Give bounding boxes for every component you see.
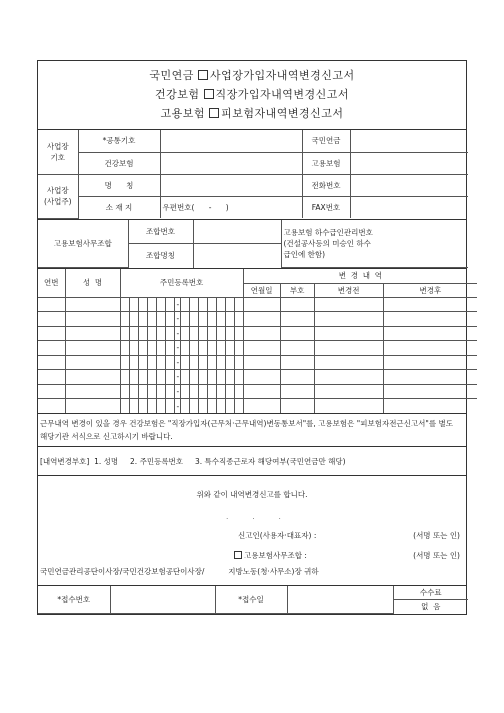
id-digit-cell[interactable] (216, 355, 225, 370)
table-row (38, 355, 477, 370)
change-date-cell[interactable] (243, 355, 280, 370)
table-row (38, 370, 477, 385)
id-digit-cell[interactable] (234, 384, 243, 399)
pension-label: 국민연금 (302, 130, 350, 152)
change-after-cell[interactable] (383, 326, 477, 341)
reporter-sign[interactable]: (서명 또는 인) (413, 531, 460, 540)
id-digit-cell[interactable] (189, 355, 198, 370)
id-digit-cell[interactable] (165, 355, 174, 370)
id-digit-cell[interactable] (147, 355, 156, 370)
id-digit-cell[interactable] (147, 384, 156, 399)
id-digit-cell[interactable] (138, 399, 147, 414)
id-digit-cell[interactable] (198, 399, 207, 414)
change-before-cell[interactable] (314, 341, 383, 356)
table-row (38, 326, 477, 341)
id-digit-cell[interactable] (156, 341, 165, 356)
title-form-name: 사업장가입자내역변경신고서 (209, 69, 355, 82)
change-code-cell[interactable] (280, 312, 314, 327)
change-after-cell[interactable] (383, 297, 477, 312)
col-id-header: 주민등록번호 (120, 269, 243, 297)
common-code-label: *공통기호 (78, 130, 160, 152)
union-name-field[interactable] (193, 244, 281, 268)
id-digit-cell[interactable] (138, 341, 147, 356)
change-date-cell[interactable] (243, 399, 280, 414)
row-name-cell[interactable] (65, 312, 120, 327)
change-before-cell[interactable] (314, 355, 383, 370)
receipt-date-label: *접수일 (215, 586, 287, 613)
id-digit-cell[interactable] (120, 384, 129, 399)
id-digit-cell[interactable] (189, 370, 198, 385)
union-number-field[interactable] (193, 220, 281, 244)
fee-value: 없 음 (393, 600, 468, 614)
col-code-header: 부호 (280, 283, 314, 297)
id-digit-cell[interactable] (198, 326, 207, 341)
row-name-cell[interactable] (65, 355, 120, 370)
name-label: 명 칭 (78, 174, 160, 196)
change-before-cell[interactable] (314, 312, 383, 327)
change-date-cell[interactable] (243, 370, 280, 385)
row-no-cell[interactable] (38, 355, 65, 370)
id-digit-cell[interactable] (225, 326, 234, 341)
id-dash-cell: - (174, 326, 180, 341)
id-digit-cell[interactable] (207, 312, 216, 327)
id-digit-cell[interactable] (165, 312, 174, 327)
id-digit-cell[interactable] (180, 312, 189, 327)
id-digit-cell[interactable] (207, 326, 216, 341)
reporter-label: 신고인(사용자·대표자) : (238, 531, 317, 540)
change-before-cell[interactable] (314, 297, 383, 312)
row-name-cell[interactable] (65, 326, 120, 341)
row-no-cell[interactable] (38, 326, 65, 341)
id-digit-cell[interactable] (216, 326, 225, 341)
row-name-cell[interactable] (65, 297, 120, 312)
title-checkbox[interactable] (198, 70, 208, 80)
id-digit-cell[interactable] (129, 297, 138, 312)
change-before-cell[interactable] (314, 384, 383, 399)
change-after-cell[interactable] (383, 312, 477, 327)
id-digit-cell[interactable] (180, 326, 189, 341)
union-agent-sign[interactable]: (서명 또는 인) (413, 551, 460, 560)
union-label: 고용보험사무조합 (38, 220, 128, 268)
id-digit-cell[interactable] (198, 355, 207, 370)
id-digit-cell[interactable] (216, 297, 225, 312)
table-row (38, 384, 477, 399)
receipt-no-field[interactable] (110, 586, 215, 613)
id-digit-cell[interactable] (198, 312, 207, 327)
subcontractor-label: 고용보험 하수급인관리번호 (건설공사등의 미승인 하수 급인에 한함) (281, 220, 468, 268)
id-digit-cell[interactable] (120, 312, 129, 327)
title-line (38, 66, 466, 85)
id-digit-cell[interactable] (207, 355, 216, 370)
title-checkbox[interactable] (209, 108, 219, 118)
id-digit-cell[interactable] (216, 370, 225, 385)
change-date-cell[interactable] (243, 326, 280, 341)
health-field[interactable] (160, 152, 302, 174)
union-agent-label: 고용보험사무조합 : (234, 550, 307, 561)
health-label: 건강보험 (78, 152, 160, 174)
id-digit-cell[interactable] (207, 399, 216, 414)
row-name-cell[interactable] (65, 399, 120, 414)
id-digit-cell[interactable] (138, 297, 147, 312)
id-digit-cell[interactable] (165, 297, 174, 312)
change-date-cell[interactable] (243, 312, 280, 327)
id-digit-cell[interactable] (234, 312, 243, 327)
id-digit-cell[interactable] (180, 384, 189, 399)
id-digit-cell[interactable] (156, 326, 165, 341)
id-digit-cell[interactable] (234, 297, 243, 312)
change-code-cell[interactable] (280, 370, 314, 385)
id-digit-cell[interactable] (198, 384, 207, 399)
id-digit-cell[interactable] (180, 370, 189, 385)
change-after-cell[interactable] (383, 370, 477, 385)
receipt-section (38, 586, 466, 614)
table-row (38, 341, 477, 356)
id-digit-cell[interactable] (156, 312, 165, 327)
id-digit-cell[interactable] (225, 370, 234, 385)
col-name-header: 성 명 (65, 269, 120, 297)
phone-label: 전화번호 (302, 174, 350, 196)
id-digit-cell[interactable] (129, 341, 138, 356)
title-checkbox[interactable] (204, 89, 214, 99)
id-digit-cell[interactable] (147, 326, 156, 341)
id-digit-cell[interactable] (138, 355, 147, 370)
id-digit-cell[interactable] (234, 326, 243, 341)
id-digit-cell[interactable] (198, 370, 207, 385)
change-after-cell[interactable] (383, 399, 477, 414)
id-digit-cell[interactable] (129, 326, 138, 341)
change-before-cell[interactable] (314, 326, 383, 341)
id-digit-cell[interactable] (156, 370, 165, 385)
change-code-cell[interactable] (280, 297, 314, 312)
row-no-cell[interactable] (38, 399, 65, 414)
title-insurance: 국민연금 (149, 69, 194, 82)
col-before-header: 변경전 (314, 283, 383, 297)
change-date-cell[interactable] (243, 384, 280, 399)
title-line (38, 85, 466, 104)
name-field[interactable] (160, 174, 302, 196)
change-after-cell[interactable] (383, 355, 477, 370)
id-digit-cell[interactable] (147, 297, 156, 312)
union-section (38, 220, 466, 270)
id-digit-cell[interactable] (225, 384, 234, 399)
id-digit-cell[interactable] (189, 399, 198, 414)
receipt-date-field[interactable] (287, 586, 393, 613)
id-digit-cell[interactable] (180, 399, 189, 414)
id-digit-cell[interactable] (165, 384, 174, 399)
col-after-header: 변경후 (383, 283, 477, 297)
id-digit-cell[interactable] (156, 297, 165, 312)
receipt-no-label: *접수번호 (38, 586, 110, 613)
records-section (38, 269, 466, 414)
id-dash-cell: - (174, 341, 180, 356)
id-digit-cell[interactable] (189, 326, 198, 341)
change-before-cell[interactable] (314, 370, 383, 385)
id-digit-cell[interactable] (120, 341, 129, 356)
change-date-cell[interactable] (243, 297, 280, 312)
id-digit-cell[interactable] (165, 399, 174, 414)
id-dash-cell: - (174, 312, 180, 327)
id-digit-cell[interactable] (216, 399, 225, 414)
business-symbol-label: 사업장 기호 (38, 130, 78, 174)
id-digit-cell[interactable] (234, 370, 243, 385)
row-no-cell[interactable] (38, 370, 65, 385)
id-digit-cell[interactable] (120, 355, 129, 370)
row-name-cell[interactable] (65, 370, 120, 385)
change-codes: [내역변경부호] 1. 성명 2. 주민등록번호 3. 특수직종근로자 해당여부(국민연금만 해당) (38, 447, 466, 476)
id-digit-cell[interactable] (225, 341, 234, 356)
id-digit-cell[interactable] (138, 326, 147, 341)
change-code-cell[interactable] (280, 399, 314, 414)
union-agent-checkbox[interactable] (234, 551, 242, 559)
row-name-cell[interactable] (65, 341, 120, 356)
row-no-cell[interactable] (38, 297, 65, 312)
col-no-header: 연번 (38, 269, 65, 297)
id-digit-cell[interactable] (180, 341, 189, 356)
row-no-cell[interactable] (38, 341, 65, 356)
fax-field[interactable] (350, 196, 468, 218)
id-digit-cell[interactable] (129, 312, 138, 327)
change-after-cell[interactable] (383, 384, 477, 399)
id-digit-cell[interactable] (198, 297, 207, 312)
fax-label: FAX번호 (302, 196, 350, 218)
employment-label: 고용보험 (302, 152, 350, 174)
id-digit-cell[interactable] (189, 384, 198, 399)
id-digit-cell[interactable] (138, 370, 147, 385)
id-digit-cell[interactable] (216, 312, 225, 327)
id-digit-cell[interactable] (165, 370, 174, 385)
id-digit-cell[interactable] (180, 355, 189, 370)
form-container (37, 60, 467, 615)
pension-field[interactable] (350, 130, 468, 152)
id-digit-cell[interactable] (129, 384, 138, 399)
common-code-field[interactable] (160, 130, 302, 152)
id-digit-cell[interactable] (207, 341, 216, 356)
addressees: 국민연금관리공단이사장/국민건강보험공단이사장/ 지방노동(청·사무소)장 귀하 (40, 567, 319, 576)
id-digit-cell[interactable] (120, 297, 129, 312)
title-form-name: 직장가입자내역변경신고서 (215, 88, 350, 101)
change-code-cell[interactable] (280, 355, 314, 370)
id-digit-cell[interactable] (129, 355, 138, 370)
id-digit-cell[interactable] (225, 312, 234, 327)
change-date-cell[interactable] (243, 341, 280, 356)
title-insurance: 고용보험 (160, 107, 206, 120)
id-dash-cell: - (174, 370, 180, 385)
id-dash-cell: - (174, 355, 180, 370)
id-digit-cell[interactable] (156, 384, 165, 399)
id-digit-cell[interactable] (189, 312, 198, 327)
id-dash-cell: - (174, 399, 180, 414)
id-digit-cell[interactable] (225, 399, 234, 414)
union-name-label: 조합명칭 (128, 244, 193, 268)
date-dots: . . . (226, 512, 281, 521)
id-digit-cell[interactable] (138, 384, 147, 399)
id-digit-cell[interactable] (234, 399, 243, 414)
table-row (38, 312, 477, 327)
table-row (38, 399, 477, 414)
id-digit-cell[interactable] (234, 341, 243, 356)
form-title (38, 61, 466, 130)
phone-field[interactable] (350, 174, 468, 196)
id-digit-cell[interactable] (120, 326, 129, 341)
change-before-cell[interactable] (314, 399, 383, 414)
id-digit-cell[interactable] (225, 297, 234, 312)
union-number-label: 조합번호 (128, 220, 193, 244)
fee-label: 수수료 (393, 586, 468, 600)
col-date-header: 연월일 (243, 283, 280, 297)
id-dash-cell: - (174, 384, 180, 399)
id-digit-cell[interactable] (147, 341, 156, 356)
id-digit-cell[interactable] (165, 341, 174, 356)
employment-field[interactable] (350, 152, 468, 174)
id-digit-cell[interactable] (147, 370, 156, 385)
id-digit-cell[interactable] (207, 384, 216, 399)
row-no-cell[interactable] (38, 312, 65, 327)
id-digit-cell[interactable] (147, 312, 156, 327)
note-text: 근무내역 변경이 있을 경우 건강보험은 "직장가입자(근무처·근무내역)변동통보서"를, 고용보험은 "피보험자전근신고서"를 별도 해당기관 서식으로 신고하시기 바랍니다. (38, 414, 466, 447)
table-row (38, 297, 477, 312)
col-changes-header: 변 경 내 역 (243, 269, 477, 283)
id-digit-cell[interactable] (120, 370, 129, 385)
change-code-cell[interactable] (280, 384, 314, 399)
title-form-name: 피보험자내역변경신고서 (221, 107, 344, 120)
id-digit-cell[interactable] (129, 370, 138, 385)
business-section (38, 130, 466, 220)
user-label: 사업장 (사업주) (38, 174, 78, 218)
id-digit-cell[interactable] (180, 297, 189, 312)
title-line (38, 104, 466, 123)
id-digit-cell[interactable] (216, 341, 225, 356)
change-after-cell[interactable] (383, 341, 477, 356)
title-insurance: 건강보험 (154, 88, 200, 101)
declaration-statement: 위와 같이 내역변경신고를 합니다. (196, 490, 308, 499)
id-digit-cell[interactable] (129, 399, 138, 414)
postal-code-field[interactable]: 우편번호( - ) (160, 196, 302, 218)
declaration-section (38, 476, 466, 586)
id-digit-cell[interactable] (120, 399, 129, 414)
row-name-cell[interactable] (65, 384, 120, 399)
change-code-cell[interactable] (280, 341, 314, 356)
change-code-cell[interactable] (280, 326, 314, 341)
id-digit-cell[interactable] (189, 297, 198, 312)
id-digit-cell[interactable] (216, 384, 225, 399)
id-digit-cell[interactable] (234, 355, 243, 370)
id-digit-cell[interactable] (156, 355, 165, 370)
id-digit-cell[interactable] (225, 355, 234, 370)
id-digit-cell[interactable] (189, 341, 198, 356)
id-digit-cell[interactable] (156, 399, 165, 414)
row-no-cell[interactable] (38, 384, 65, 399)
address-label: 소 재 지 (78, 196, 160, 218)
id-digit-cell[interactable] (198, 341, 207, 356)
id-digit-cell[interactable] (165, 326, 174, 341)
id-digit-cell[interactable] (147, 399, 156, 414)
id-dash-cell: - (174, 297, 180, 312)
id-digit-cell[interactable] (207, 370, 216, 385)
id-digit-cell[interactable] (138, 312, 147, 327)
id-digit-cell[interactable] (207, 297, 216, 312)
